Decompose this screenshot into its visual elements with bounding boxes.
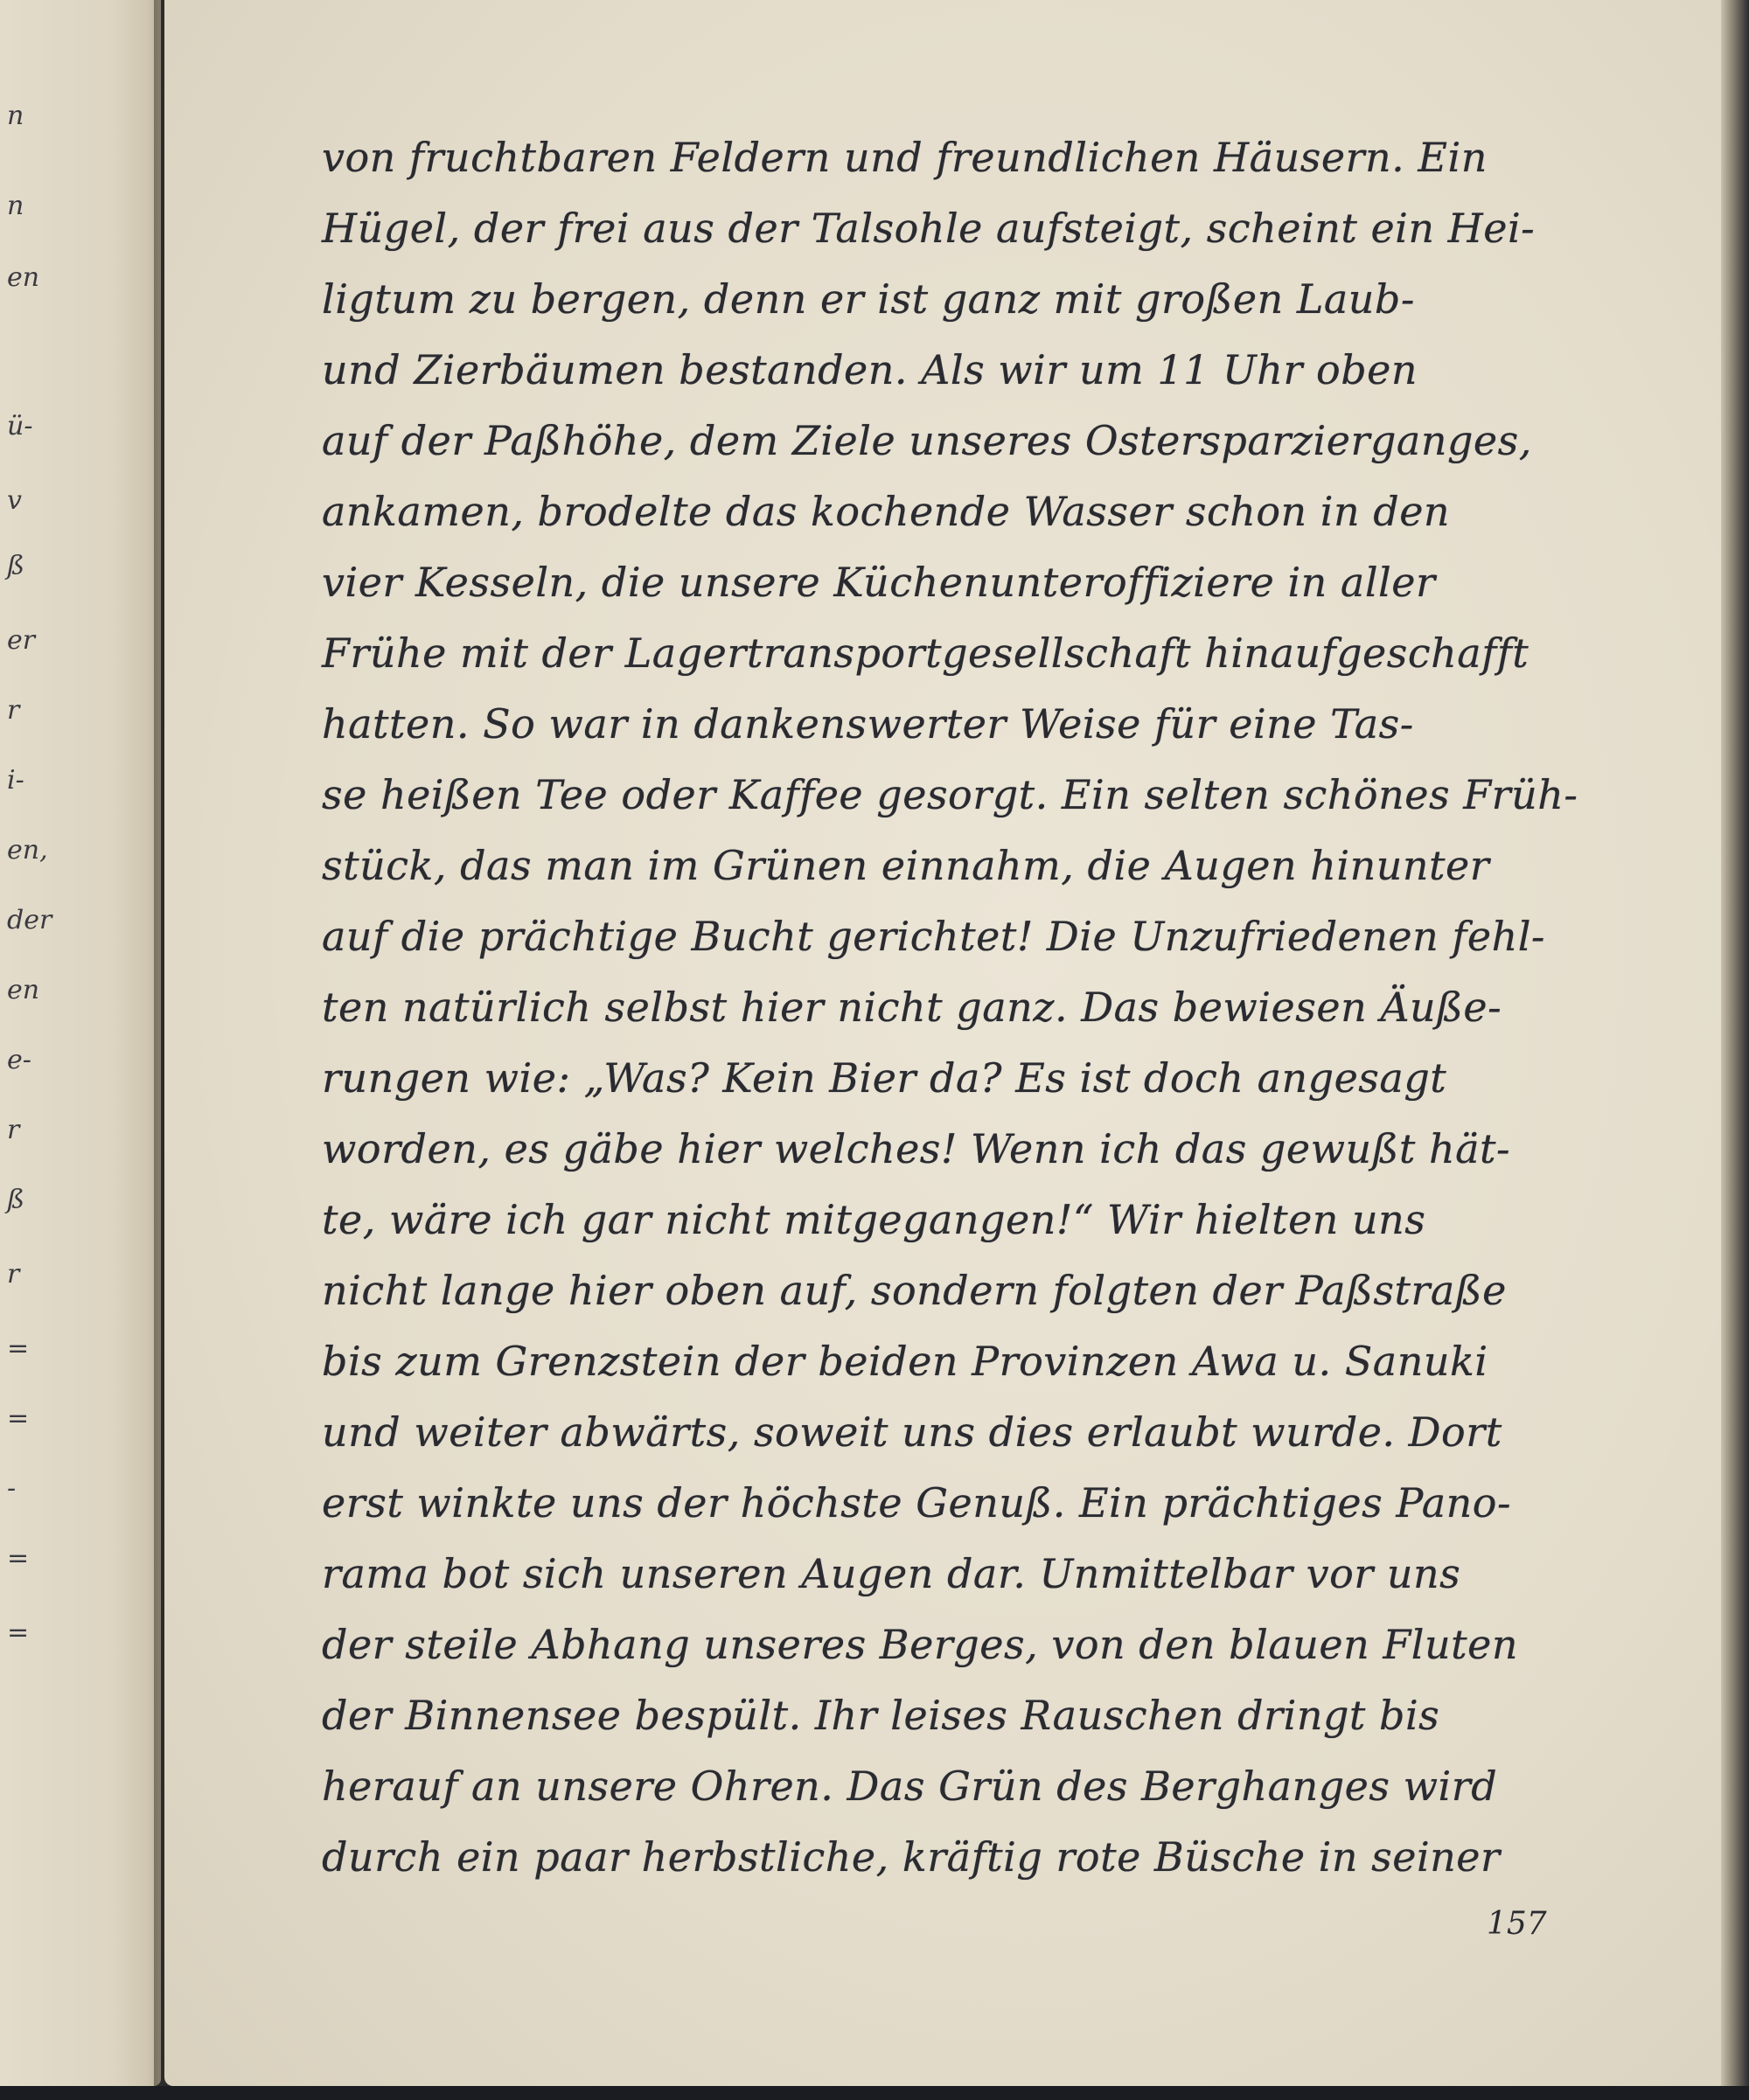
right-page-edge (1721, 0, 1749, 2100)
text-line: auf die prächtige Bucht gerichtet! Die Unzufriedenen fehl- (322, 913, 1545, 960)
left-page-fragment: ß (7, 1185, 25, 1215)
left-page-fragment: - (7, 1473, 17, 1504)
text-line: ankamen, brodelte das kochende Wasser schon in den (322, 488, 1451, 535)
left-page-fragment: i- (7, 765, 24, 796)
text-line: der Binnensee bespült. Ihr leises Rauschen dringt bis (322, 1692, 1440, 1739)
text-line: te, wäre ich gar nicht mitgegangen!“ Wir hielten uns (322, 1196, 1426, 1243)
text-line: ten natürlich selbst hier nicht ganz. Das bewiesen Äuße- (322, 984, 1502, 1031)
left-page-fragment: = (7, 1543, 30, 1574)
text-line: Frühe mit der Lagertransportgesellschaft hinaufgeschafft (322, 629, 1530, 677)
left-page-fragment: n (7, 101, 24, 131)
left-page-fragment: r (7, 1115, 20, 1145)
text-line: hatten. So war in dankenswerter Weise für eine Tas- (322, 700, 1414, 748)
left-page-fragment: en (7, 262, 40, 293)
text-line: und weiter abwärts, soweit uns dies erlaubt wurde. Dort (322, 1408, 1502, 1456)
text-line: worden, es gäbe hier welches! Wenn ich das gewußt hät- (322, 1125, 1511, 1172)
previous-page-edge (0, 0, 161, 2086)
text-line: ligtum zu bergen, denn er ist ganz mit großen Laub- (322, 275, 1415, 323)
text-line: rungen wie: „Was? Kein Bier da? Es ist doch angesagt (322, 1054, 1447, 1102)
left-page-fragment: e- (7, 1045, 31, 1075)
handwritten-text-block (322, 122, 1578, 1893)
text-line: rama bot sich unseren Augen dar. Unmittelbar vor uns (322, 1550, 1461, 1597)
text-line: vier Kesseln, die unsere Küchenunteroffiziere in aller (322, 559, 1436, 606)
text-line: stück, das man im Grünen einnahm, die Augen hinunter (322, 842, 1490, 889)
text-line: der steile Abhang unseres Berges, von den blauen Fluten (322, 1621, 1518, 1668)
left-page-fragment: en, (7, 835, 48, 866)
left-page-fragment: = (7, 1617, 30, 1648)
left-page-fragment: ß (7, 551, 25, 581)
text-line: nicht lange hier oben auf, sondern folgten der Paßstraße (322, 1267, 1507, 1314)
left-page-fragment: er (7, 625, 36, 656)
text-line: durch ein paar herbstliche, kräftig rote Büsche in seiner (322, 1833, 1501, 1881)
left-page-fragment: n (7, 191, 24, 221)
text-line: bis zum Grenzstein der beiden Provinzen Awa u. Sanuki (322, 1338, 1488, 1385)
left-page-fragment: r (7, 1259, 20, 1290)
left-page-fragment: v (7, 485, 22, 516)
page-number: 157 (1487, 1906, 1547, 1942)
text-line: erst winkte uns der höchste Genuß. Ein prächtiges Pano- (322, 1479, 1511, 1526)
left-page-fragment: der (7, 905, 52, 935)
text-line: Hügel, der frei aus der Talsohle aufsteigt, scheint ein Hei- (322, 205, 1536, 252)
left-page-fragment: ü- (7, 411, 33, 442)
left-page-fragment: r (7, 695, 20, 726)
scan-bottom-border (0, 2086, 1749, 2100)
text-line: von fruchtbaren Feldern und freundlichen Häusern. Ein (322, 134, 1488, 181)
text-line: se heißen Tee oder Kaffee gesorgt. Ein selten schönes Früh- (322, 771, 1578, 818)
left-page-fragment: en (7, 975, 40, 1005)
text-line: auf der Paßhöhe, dem Ziele unseres Ostersparzierganges, (322, 417, 1532, 464)
left-page-fragment: = (7, 1403, 30, 1434)
left-page-fragment: = (7, 1333, 30, 1364)
text-line: herauf an unsere Ohren. Das Grün des Berghanges wird (322, 1763, 1498, 1810)
text-line: und Zierbäumen bestanden. Als wir um 11 Uhr oben (322, 346, 1418, 393)
